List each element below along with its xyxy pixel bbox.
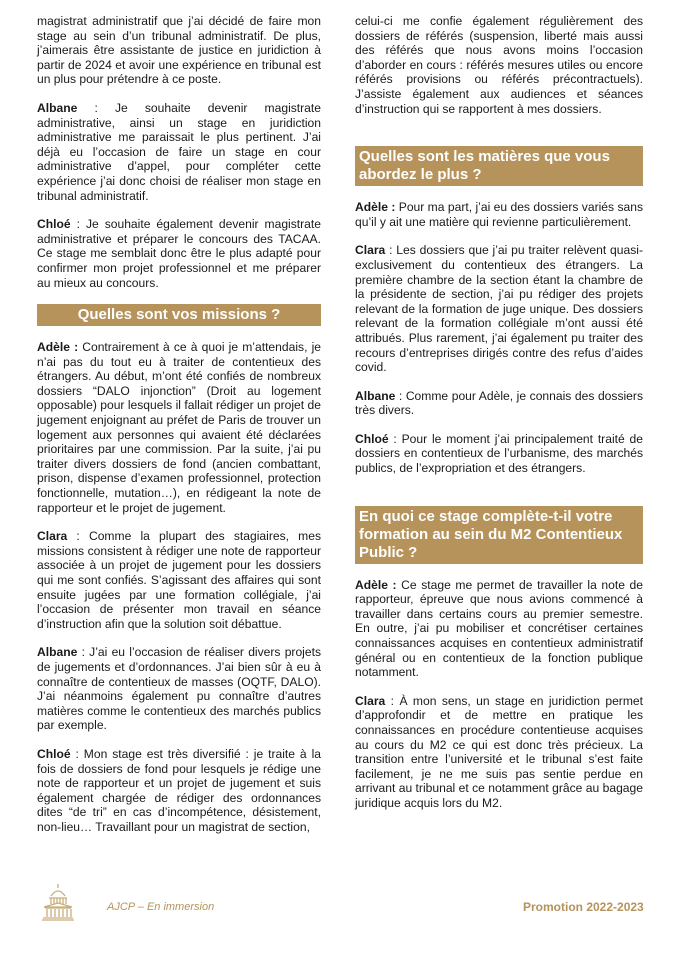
section-heading-matieres: Quelles sont les matières que vous abordez le plus ? bbox=[355, 146, 643, 186]
answer-chloe-3 bbox=[355, 432, 643, 476]
speaker-name: Albane bbox=[37, 100, 78, 115]
speaker-name: Chloé bbox=[37, 746, 71, 761]
speaker-name: Chloé bbox=[37, 217, 71, 232]
answer-adele-3 bbox=[355, 200, 643, 229]
answer-albane-2 bbox=[37, 645, 321, 733]
answer-text: : Pour le moment j’ai principalement traité de dossiers en contentieux de l’urbanisme, des marchés publics, de l’expropriation et des étrangers. bbox=[355, 431, 643, 476]
section-heading-missions: Quelles sont vos missions ? bbox=[37, 304, 321, 326]
speaker-name: Adèle : bbox=[355, 200, 396, 215]
speaker-name: Albane bbox=[355, 388, 396, 403]
speaker-name: Chloé bbox=[355, 431, 389, 446]
left-column bbox=[37, 14, 321, 849]
answer-text: Contrairement à ce à quoi je m’attendais, je n’ai pas du tout eu à traiter de contentieux des étrangers. Au début, m’ont été confiés de nombreux dossiers “DALO injonction” (Droit au logement opposable) pour lesquels il fallait rédiger un projet de jugement enjoignant au préfet de Paris de trouver un logement aux personnes qui avaient été déclarées prioritaires par une commission. Par la suite, j’ai pu traiter divers dossiers de fond (ancien combattant, prison, dispense d’examen professionnel, protection fonctionnelle, mutation…), en rédigeant la note de rapporteur et le projet de jugement. bbox=[37, 340, 321, 515]
answer-text: : Je souhaite devenir magistrate administrative, ainsi un stage en juridiction administrative me paraissait le plus pertinent. J’ai déjà eu l’occasion de faire un stage en cour administrative d’appel, pour compléter cette expérience j’ai donc choisi de réaliser mon stage en tribunal administratif. bbox=[37, 100, 321, 203]
speaker-name: Adèle : bbox=[37, 340, 79, 355]
answer-text: Ce stage me permet de travailler la note de rapporteur, épreuve que nous avions commencé à travailler dans certains cours au premier semestre. En outre, j’ai pu mobiliser et concrétiser certaines connaissances acquises en contentieux administratif général ou en contentieux de la fonction publique notamment. bbox=[355, 577, 643, 680]
answer-text: : Les dossiers que j’ai pu traiter relèvent quasi-exclusivement du contentieux des étrangers. La première chambre de la section étant la chambre de la présidente de section, j’ai pu rédiger des projets relevant de la formation de juge unique. Des dossiers relevant de la formation collégiale m’ont aussi été attribués. Plus rarement, j’ai également pu traiter des recours d’entreprises dirigés contre des refus d’aides covid. bbox=[355, 243, 643, 375]
speaker-name: Albane bbox=[37, 645, 78, 660]
section-heading-m2: En quoi ce stage complète-t-il votre formation au sein du M2 Contentieux Public ? bbox=[355, 506, 643, 564]
speaker-name: Clara bbox=[355, 243, 386, 258]
pantheon-icon bbox=[40, 882, 76, 922]
answer-albane-3 bbox=[355, 389, 643, 418]
answer-text: : Je souhaite également devenir magistrate administrative et préparer le concours des TACAA. Ce stage me semblait donc être le plus adapté pour confirmer mon projet professionnel et me préparer au mieux au concours. bbox=[37, 217, 321, 290]
speaker-name: Clara bbox=[37, 529, 68, 544]
answer-chloe-1 bbox=[37, 217, 321, 290]
speaker-name: Clara bbox=[355, 693, 386, 708]
answer-clara-2 bbox=[37, 529, 321, 631]
footer-publication-title: AJCP – En immersion bbox=[107, 901, 215, 913]
answer-text: : Mon stage est très diversifié : je traite à la fois de dossiers de fond pour lesquels je rédige une note de rapporteur et un projet de jugement et suis également chargée de rédiger des ordonnances dites “de tri” en cas d’incompétence, désistement, non-lieu… Travaillant pour un magistrat de section, bbox=[37, 746, 321, 834]
answer-text: : J’ai eu l’occasion de réaliser divers projets de jugements et d’ordonnances. J’ai bien sûr à eu à connaître de contentieux de masses (OQTF, DALO). J’ai néanmoins également pu connaître d’autres matières comme le contentieux des marchés publics par exemple. bbox=[37, 645, 321, 733]
answer-clara-4 bbox=[355, 694, 643, 811]
answer-text: Pour ma part, j’ai eu des dossiers variés sans qu’il y ait une matière qui revienne particulièrement. bbox=[355, 200, 643, 229]
answer-text: : Comme la plupart des stagiaires, mes missions consistent à rédiger une note de rapporteur associée à un projet de jugement pour les dossiers qui me sont confiés. S’agissant des affaires qui sont ensuite jugées par une formation collégiale, j’ai l’occasion de présenter mon travail en séance d’instruction afin que la solution soit débattue. bbox=[37, 529, 321, 631]
answer-text: : À mon sens, un stage en juridiction permet d’approfondir et de mettre en pratique les connaissances en procédure contentieuse acquises au cours du M2 ce qui est donc très précieux. La transition entre l’université et le tribunal s’est faite facilement, je ne me suis pas sentie perdue en arrivant au tribunal et ce notamment grâce au bagage juridique acquis lors du M2. bbox=[355, 693, 643, 810]
speaker-name: Adèle : bbox=[355, 577, 397, 592]
right-column bbox=[355, 14, 643, 825]
answer-clara-3 bbox=[355, 243, 643, 374]
answer-albane-1 bbox=[37, 101, 321, 203]
answer-adele-2 bbox=[37, 340, 321, 515]
answer-adele-4 bbox=[355, 578, 643, 680]
answer-chloe-2 bbox=[37, 747, 321, 835]
paragraph-chloe-continued: celui-ci me confie également régulièrement des dossiers de référés (suspension, liberté mais aussi des référés que nous avons moins l’occasion d’aborder en cours : référés mesures utiles ou encore référés provisions ou référés précontractuels). J’assiste également aux audiences et séances d’instruction qui se rapportent à mes dossiers. bbox=[355, 14, 643, 116]
footer-promotion: Promotion 2022-2023 bbox=[523, 900, 644, 914]
paragraph-intro-continued: magistrat administratif que j’ai décidé de faire mon stage au sein d’un tribunal administratif. De plus, j’aimerais être assistante de justice en juridiction à partir de 2024 et avoir une expérience en tribunal est un plus pour prétendre à ce poste. bbox=[37, 14, 321, 87]
answer-text: : Comme pour Adèle, je connais des dossiers très divers. bbox=[355, 388, 643, 418]
